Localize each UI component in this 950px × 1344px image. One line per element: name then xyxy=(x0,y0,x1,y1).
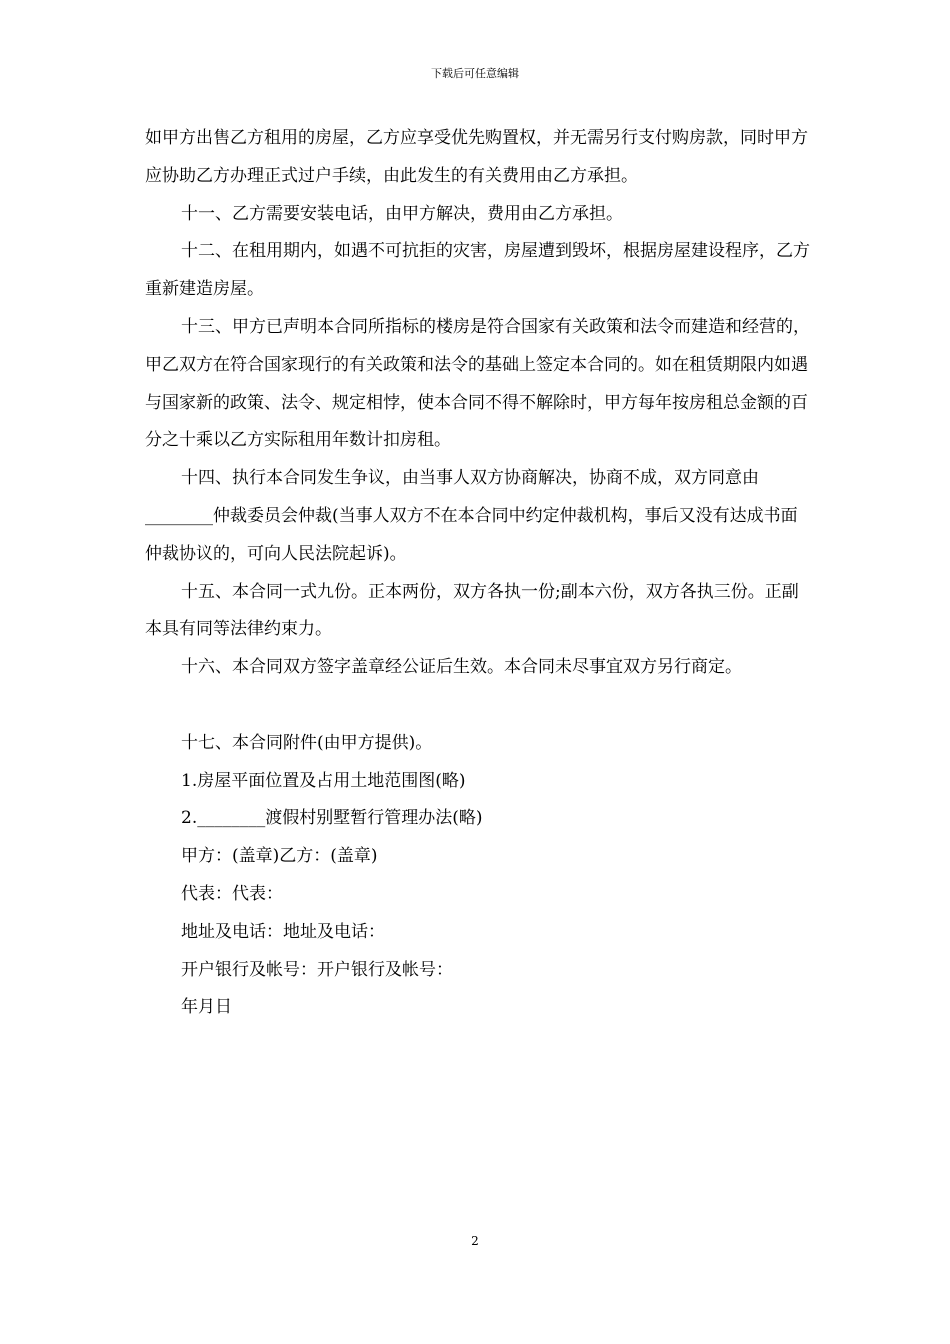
attachment-1: 1.房屋平面位置及占用土地范围图(略) xyxy=(181,770,466,791)
page-number: 2 xyxy=(471,1234,479,1248)
paragraph-purchase-priority: 如甲方出售乙方租用的房屋，乙方应享受优先购置权，并无需另行支付购房款，同时甲方应协助乙方办理正式过户手续，由此发生的有关费用由乙方承担。 xyxy=(145,128,808,186)
signature-seal-line: 甲方：(盖章)乙方：(盖章) xyxy=(181,846,378,867)
clause-13: 十三、甲方已声明本合同所指标的楼房是符合国家有关政策和法令而建造和经营的，甲乙双方在符合国家现行的有关政策和法令的基础上签定本合同的。如在租赁期限内如遇与国家新的政策、法令、规定相悖，使本合同不得不解除时，甲方每年按房租总金额的百分之十乘以乙方实际租用年数计扣房租。 xyxy=(145,316,810,451)
date-line: 年月日 xyxy=(181,997,232,1018)
blank-line xyxy=(145,687,810,725)
clause-11: 十一、乙方需要安装电话，由甲方解决，费用由乙方承担。 xyxy=(181,203,623,224)
clause-12: 十二、在租用期内，如遇不可抗拒的灾害，房屋遭到毁坏，根据房屋建设程序，乙方重新建造房屋。 xyxy=(145,241,810,300)
address-phone-line: 地址及电话：地址及电话： xyxy=(181,921,385,942)
bank-account-line: 开户银行及帐号：开户银行及帐号： xyxy=(181,959,453,980)
clause-17: 十七、本合同附件(由甲方提供)。 xyxy=(181,732,433,753)
page-header: 下载后可任意编辑 xyxy=(431,67,519,80)
clause-15: 十五、本合同一式九份。正本两份，双方各执一份;副本六份，双方各执三份。正副本具有同等法律约束力。 xyxy=(145,581,799,640)
clause-16: 十六、本合同双方签字盖章经公证后生效。本合同未尽事宜双方另行商定。 xyxy=(181,657,742,678)
document-body xyxy=(145,120,810,1027)
clause-14: 十四、执行本合同发生争议，由当事人双方协商解决，协商不成，双方同意由________仲裁委员会仲裁(当事人双方不在本合同中约定仲裁机构，事后又没有达成书面仲裁协议的，可向人民法院起诉)。 xyxy=(145,468,798,564)
representative-line: 代表：代表： xyxy=(181,883,283,904)
attachment-2: 2.________渡假村别墅暂行管理办法(略) xyxy=(181,808,483,829)
